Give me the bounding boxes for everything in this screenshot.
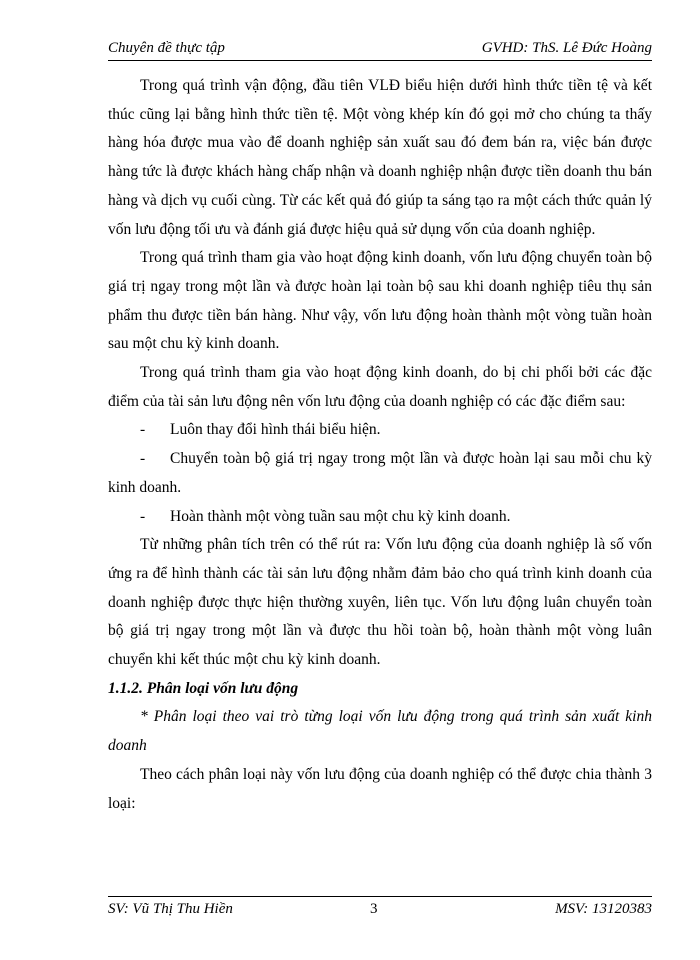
- bullet-item-1: [108, 416, 652, 445]
- paragraph-1: Trong quá trình vận động, đầu tiên VLĐ biểu hiện dưới hình thức tiền tệ và kết thúc cũng lại bằng hình thức tiền tệ. Một vòng khép kín đó gọi mở cho chúng ta thấy hàng hóa được mua vào để doanh nghiệp sản xuất sau đó đem bán ra, việc bán được hàng tức là được khách hàng chấp nhận và doanh nghiệp nhận được tiền doanh thu bán hàng và dịch vụ cuối cùng. Từ các kết quả đó giúp ta sáng tạo ra một cách thức quản lý vốn lưu động tối ưu và đánh giá được hiệu quả sử dụng vốn của doanh nghiệp.: [108, 77, 652, 238]
- paragraph-4: Từ những phân tích trên có thể rút ra: Vốn lưu động của doanh nghiệp là số vốn ứng ra để hình thành các tài sản lưu động nhằm đảm bảo cho quá trình kinh doanh của doanh nghiệp được thực hiện thường xuyên, liên tục. Vốn lưu động luân chuyển toàn bộ giá trị ngay trong một lần và được thu hồi toàn bộ, hoàn thành một vòng luân chuyển khi kết thúc một chu kỳ kinh doanh.: [108, 536, 652, 669]
- page-number: 3: [370, 901, 378, 917]
- bullet-text-3: Hoàn thành một vòng tuần sau một chu kỳ kinh doanh.: [170, 507, 511, 525]
- paragraph-3: Trong quá trình tham gia vào hoạt động kinh doanh, do bị chi phối bởi các đặc điểm của tài sản lưu động nên vốn lưu động của doanh nghiệp có các đặc điểm sau:: [108, 364, 652, 410]
- footer-student-id: MSV: 13120383: [555, 901, 652, 917]
- header-title: Chuyên đề thực tập: [108, 40, 225, 56]
- document-body: [108, 72, 652, 818]
- bullet-text-2: Chuyển toàn bộ giá trị ngay trong một lần và được hoàn lại sau mỗi chu kỳ kinh doanh.: [108, 450, 652, 496]
- bullet-dash: -: [140, 421, 146, 439]
- bullet-item-2: [108, 445, 652, 502]
- bullet-dash: -: [140, 507, 146, 525]
- footer-student: SV: Vũ Thị Thu Hiền: [108, 901, 233, 917]
- header-advisor: GVHD: ThS. Lê Đức Hoàng: [481, 40, 652, 56]
- page-header: [108, 36, 652, 61]
- bullet-dash: -: [140, 450, 146, 468]
- section-heading: 1.1.2. Phân loại vốn lưu động: [108, 679, 299, 697]
- sub-heading: * Phân loại theo vai trò từng loại vốn lưu động trong quá trình sản xuất kinh doanh: [108, 708, 652, 755]
- paragraph-5: Theo cách phân loại này vốn lưu động của doanh nghiệp có thể được chia thành 3 loại:: [108, 765, 652, 812]
- page-footer: [108, 896, 652, 919]
- bullet-text-1: Luôn thay đổi hình thái biểu hiện.: [170, 421, 381, 439]
- bullet-item-3: [108, 503, 652, 532]
- paragraph-2: Trong quá trình tham gia vào hoạt động kinh doanh, vốn lưu động chuyển toàn bộ giá trị ngay trong một lần và được hoàn lại toàn bộ sau khi doanh nghiệp tiêu thụ sản phẩm thu được tiền bán hàng. Như vậy, vốn lưu động hoàn thành một vòng tuần hoàn sau một chu kỳ kinh doanh.: [108, 249, 652, 353]
